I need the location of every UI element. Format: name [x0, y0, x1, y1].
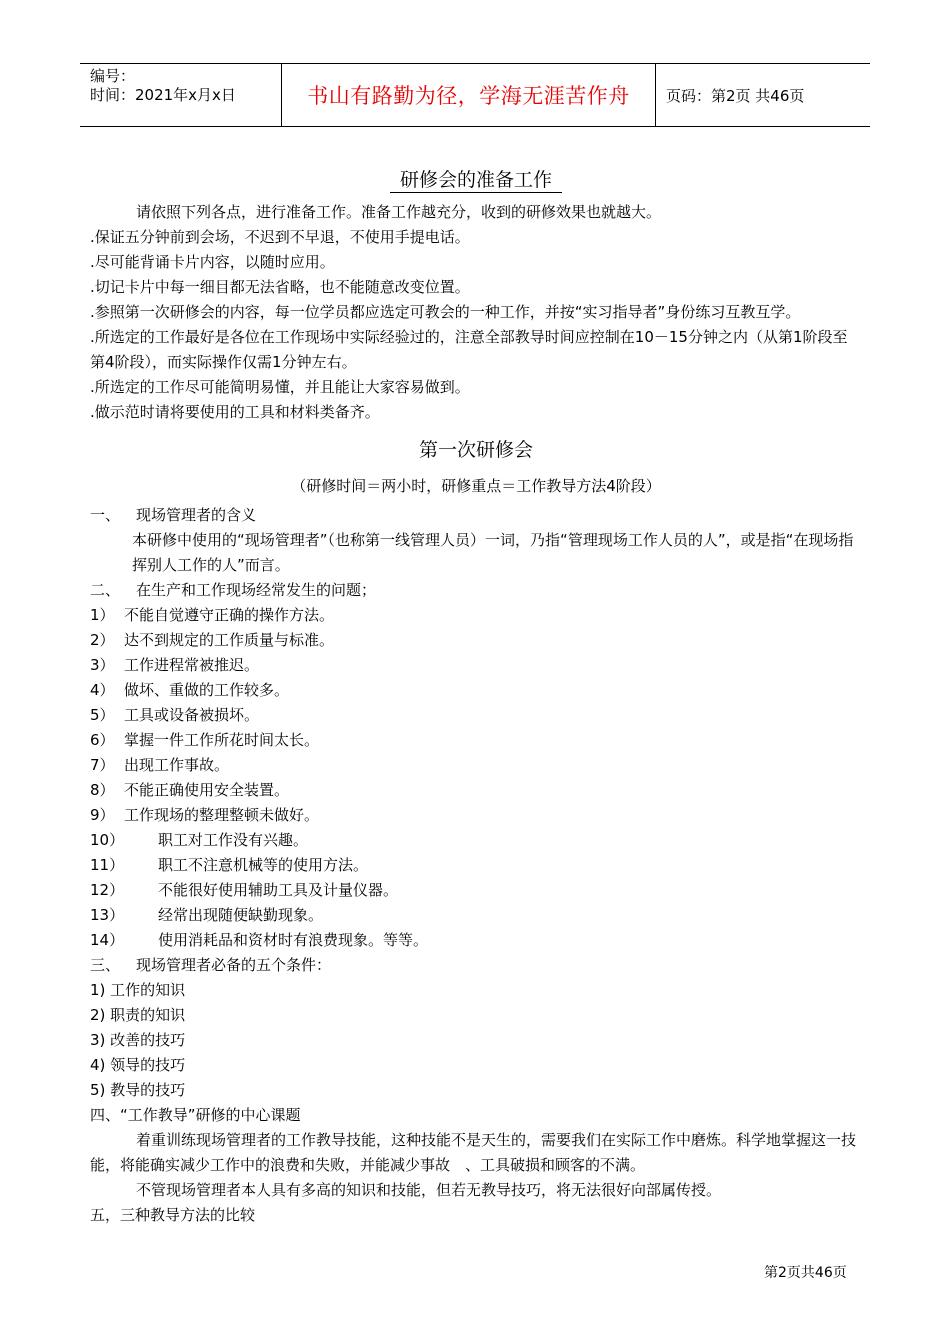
- list-item: 9） 工作现场的整理整顿未做好。: [90, 806, 320, 824]
- prep-item: .尽可能背诵卡片内容，以随时应用。: [90, 253, 335, 271]
- list-item: 6） 掌握一件工作所花时间太长。: [90, 731, 320, 749]
- number-label: 编号：: [90, 67, 136, 85]
- section-1-text: 本研修中使用的“现场管理者”（也称第一线管理人员）一词，乃指“管理现场工作人员的人”，或是指“在现场指挥别人工作的人”而言。: [132, 531, 854, 574]
- prep-item: .所选定的工作最好是各位在工作现场中实际经验过的，注意全部教导时间应控制在10－15分钟之内（从第1阶段至第4阶段），而实际操作仅需1分钟左右。: [90, 328, 848, 371]
- list-item: 11） 职工不注意机械等的使用方法。: [90, 856, 369, 874]
- condition-item: 4) 领导的技巧: [90, 1056, 186, 1074]
- section-4-paragraph-1: 着重训练现场管理者的工作教导技能，这种技能不是天生的，需要我们在实际工作中磨炼。科学地掌握这一技能，将能确实减少工作中的浪费和失败，并能减少事故 、工具破损和顾客的不满。: [90, 1131, 857, 1174]
- time-label: 时间：2021年x月x日: [90, 86, 236, 104]
- prep-item: .参照第一次研修会的内容，每一位学员都应选定可教会的一种工作，并按“实习指导者”身份练习互教互学。: [90, 303, 801, 321]
- header-motto: 书山有路勤为径，学海无涯苦作舟: [282, 64, 656, 126]
- document-body: [90, 165, 862, 1228]
- list-item: 5） 工具或设备被损坏。: [90, 706, 260, 724]
- section-4-paragraph-2: 不管现场管理者本人具有多高的知识和技能，但若无教导技巧，将无法很好向部属传授。: [136, 1181, 722, 1199]
- list-item: 8） 不能正确使用安全装置。: [90, 781, 290, 799]
- prep-item: .保证五分钟前到会场，不迟到不早退，不使用手提电话。: [90, 228, 470, 246]
- prep-title: 研修会的准备工作: [90, 165, 862, 192]
- condition-item: 3) 改善的技巧: [90, 1031, 186, 1049]
- list-item: 2） 达不到规定的工作质量与标准。: [90, 631, 335, 649]
- section-3-heading: 三、 现场管理者必备的五个条件：: [90, 956, 332, 974]
- list-item: 12） 不能很好使用辅助工具及计量仪器。: [90, 881, 399, 899]
- list-item: 1） 不能自觉遵守正确的操作方法。: [90, 606, 335, 624]
- prep-item: .切记卡片中每一细目都无法省略，也不能随意改变位置。: [90, 278, 470, 296]
- list-item: 4） 做坏、重做的工作较多。: [90, 681, 290, 699]
- list-item: 10） 职工对工作没有兴趣。: [90, 831, 309, 849]
- condition-item: 1) 工作的知识: [90, 981, 186, 999]
- prep-item: .做示范时请将要使用的工具和材料类备齐。: [90, 403, 380, 421]
- session-title: 第一次研修会: [418, 439, 533, 461]
- list-item: 3） 工作进程常被推迟。: [90, 656, 260, 674]
- section-5-heading: 五，三种教导方法的比较: [90, 1206, 256, 1224]
- header-page-info: 页码：第2页 共46页: [666, 86, 805, 105]
- problem-list: [90, 603, 862, 953]
- page-footer: 第2页共46页: [764, 1265, 847, 1281]
- condition-item: 2) 职责的知识: [90, 1006, 186, 1024]
- list-item: 7） 出现工作事故。: [90, 756, 230, 774]
- condition-item: 5) 教导的技巧: [90, 1081, 186, 1099]
- prep-item: .所选定的工作尽可能简明易懂，并且能让大家容易做到。: [90, 378, 470, 396]
- section-1-heading: 一、 现场管理者的含义: [90, 506, 257, 524]
- section-2-heading: 二、 在生产和工作现场经常发生的问题；: [90, 581, 377, 599]
- prep-intro: 请依照下列各点，进行准备工作。准备工作越充分，收到的研修效果也就越大。: [136, 203, 662, 221]
- section-4-heading: 四、“工作教导”研修的中心课题: [90, 1106, 301, 1124]
- page-header: [80, 63, 870, 127]
- header-meta: [80, 64, 282, 126]
- session-subtitle: （研修时间＝两小时，研修重点＝工作教导方法4阶段）: [291, 477, 661, 495]
- list-item: 13） 经常出现随便缺勤现象。: [90, 906, 324, 924]
- list-item: 14） 使用消耗品和资材时有浪费现象。等等。: [90, 931, 429, 949]
